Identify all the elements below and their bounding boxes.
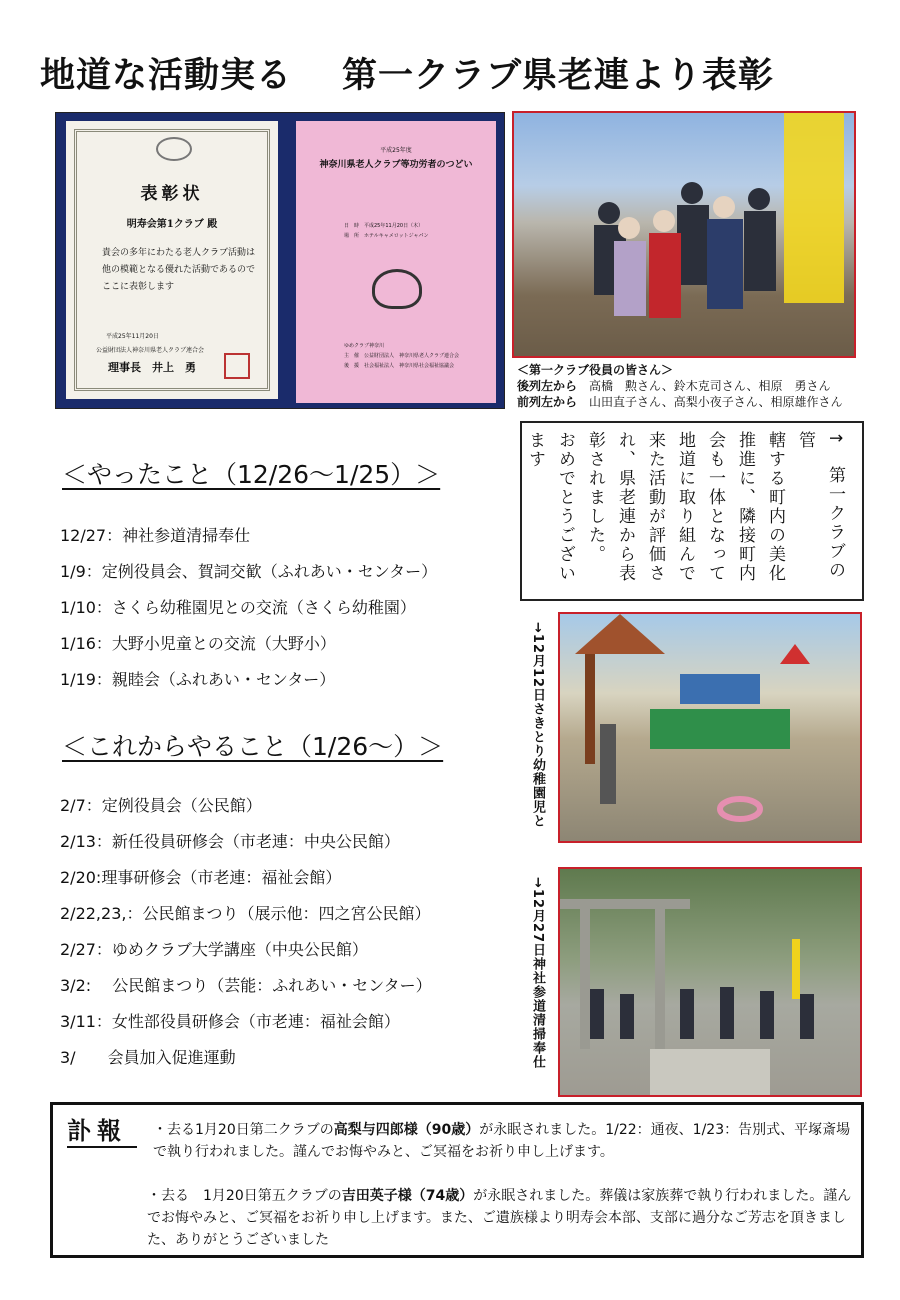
event-booklet — [296, 121, 496, 403]
front-row-names: 山田直子さん、高梨小夜子さん、相原雄作さん — [589, 395, 843, 409]
list-item: 2/20:理事研修会（市老連：福祉会館） — [60, 868, 342, 887]
list-item: 1/10：さくら幼稚園児との交流（さくら幼稚園） — [60, 598, 416, 617]
list-item: 1/16：大野小児童との交流（大野小） — [60, 634, 336, 653]
certificate-photo — [55, 112, 505, 409]
booklet-footer-line: 主 催 公益財団法人 神奈川県老人クラブ連合会 — [344, 353, 460, 359]
shrine-illustration — [560, 869, 860, 1095]
obituary-1-name: 高梨与四郎様（90歳） — [333, 1122, 480, 1138]
kinder-photo-caption: →12月12日さきとり幼稚園児と — [530, 622, 545, 829]
certificate — [66, 121, 278, 399]
list-item: 2/27：ゆめクラブ大学講座（中央公民館） — [60, 940, 368, 959]
certificate-signature: 理事長 井上 勇 — [108, 361, 196, 374]
page-title — [40, 48, 860, 98]
shrine-photo-caption: →12月27日神社参道清掃奉仕 — [530, 877, 545, 1070]
obituary-item-2 — [147, 1185, 853, 1251]
list-item: 2/13：新任役員研修会（市老連：中央公民館） — [60, 832, 400, 851]
members-caption-title: ＜第一クラブ役員の皆さん＞ — [517, 363, 674, 377]
obituary-box — [50, 1102, 864, 1258]
booklet-footer-line: 後 援 社会福祉法人 神奈川県社会福祉協議会 — [344, 363, 455, 369]
award-message-box — [520, 421, 864, 601]
award-message: ↑ 第一クラブの管 轄する町内の美化 推進に、隣接町内 会も一体となって 地道に取り組んで 来た活動が評価さ れ、県老連から表 彰されました。 おめでとうございます — [525, 431, 845, 583]
todo-list — [60, 788, 432, 1076]
booklet-footer-line: ゆめクラブ神奈川 — [344, 343, 385, 349]
booklet-footer — [344, 341, 459, 371]
certificate-body: 貴会の多年にわたる老人クラブ活動は他の模範となる優れた活動であるのでここに表彰します — [102, 248, 256, 292]
booklet-info — [344, 221, 429, 241]
members-photo — [512, 111, 856, 358]
members-illustration — [514, 113, 854, 356]
list-item: 12/27：神社参道清掃奉仕 — [60, 526, 251, 545]
shrine-photo — [558, 867, 862, 1097]
front-row-label: 前列左から — [517, 395, 578, 409]
certificate-title: 表彰状 — [140, 184, 204, 204]
list-item: 3/11：女性部役員研修会（市老連：福祉会館） — [60, 1012, 400, 1031]
booklet-title: 神奈川県老人クラブ等功労者のつどい — [319, 160, 473, 170]
obituary-heading: 訃報 — [67, 1111, 137, 1148]
title-right: 第一クラブ県老連より表彰 — [342, 56, 775, 96]
back-row-names: 高橋 勲さん、鈴木克司さん、相原 勇さん — [589, 379, 831, 393]
obituary-item-1 — [153, 1119, 853, 1163]
certificate-org: 公益財団法人神奈川県老人クラブ連合会 — [96, 347, 205, 354]
obituary-2-post: が永眠されました。葬儀は家族葬で執り行われました。謹んでお悔やみと、ご冥福をお祈り申し上げます。また、ご遺族様より明寿会本部、支部に過分なご芳志を頂きました、ありがとうございました — [147, 1188, 852, 1248]
list-item: 2/22,23,：公民館まつり（展示他：四之宮公民館） — [60, 904, 431, 923]
crest-icon — [156, 137, 192, 161]
kindergarten-illustration — [560, 614, 860, 841]
list-item: 3/2: 公民館まつり（芸能：ふれあい・センター） — [60, 976, 432, 995]
booklet-info-line: 日 時 平成25年11月20日（木） — [344, 223, 424, 229]
done-list — [60, 518, 437, 698]
booklet-year: 平成25年度 — [380, 147, 412, 154]
todo-heading: ＜これからやること（1/26～）＞ — [62, 732, 444, 761]
certificate-recipient: 明寿会第1クラブ 殿 — [126, 219, 218, 230]
booklet-info-line: 場 所 ホテルキャメロットジャパン — [344, 233, 429, 239]
list-item: 1/19：親睦会（ふれあい・センター） — [60, 670, 336, 689]
done-heading: ＜やったこと（12/26～1/25）＞ — [62, 460, 441, 489]
members-caption-back — [517, 377, 830, 394]
title-left: 地道な活動実る — [40, 56, 293, 96]
list-item: 3/ 会員加入促進運動 — [60, 1048, 236, 1067]
list-item: 1/9：定例役員会、賀詞交歓（ふれあい・センター） — [60, 562, 438, 581]
obituary-1-post: が永眠されました。1/22：通夜、1/23：告別式、平塚斎場で執り行われました。謹んでお悔やみと、ご冥福をお祈り申し上げます。 — [153, 1122, 851, 1160]
certificate-date: 平成25年11月20日 — [106, 333, 159, 340]
obituary-1-pre: ・去る1月20日第二クラブの — [153, 1122, 334, 1138]
kindergarten-photo — [558, 612, 862, 843]
members-caption-front — [517, 393, 842, 410]
back-row-label: 後列左から — [517, 379, 578, 393]
list-item: 2/7：定例役員会（公民館） — [60, 796, 262, 815]
mascot-icon — [372, 269, 422, 309]
obituary-2-name: 吉田英子様（74歳） — [341, 1188, 474, 1204]
obituary-2-pre: ・去る 1月20日第五クラブの — [147, 1188, 342, 1204]
seal-icon — [224, 353, 250, 379]
